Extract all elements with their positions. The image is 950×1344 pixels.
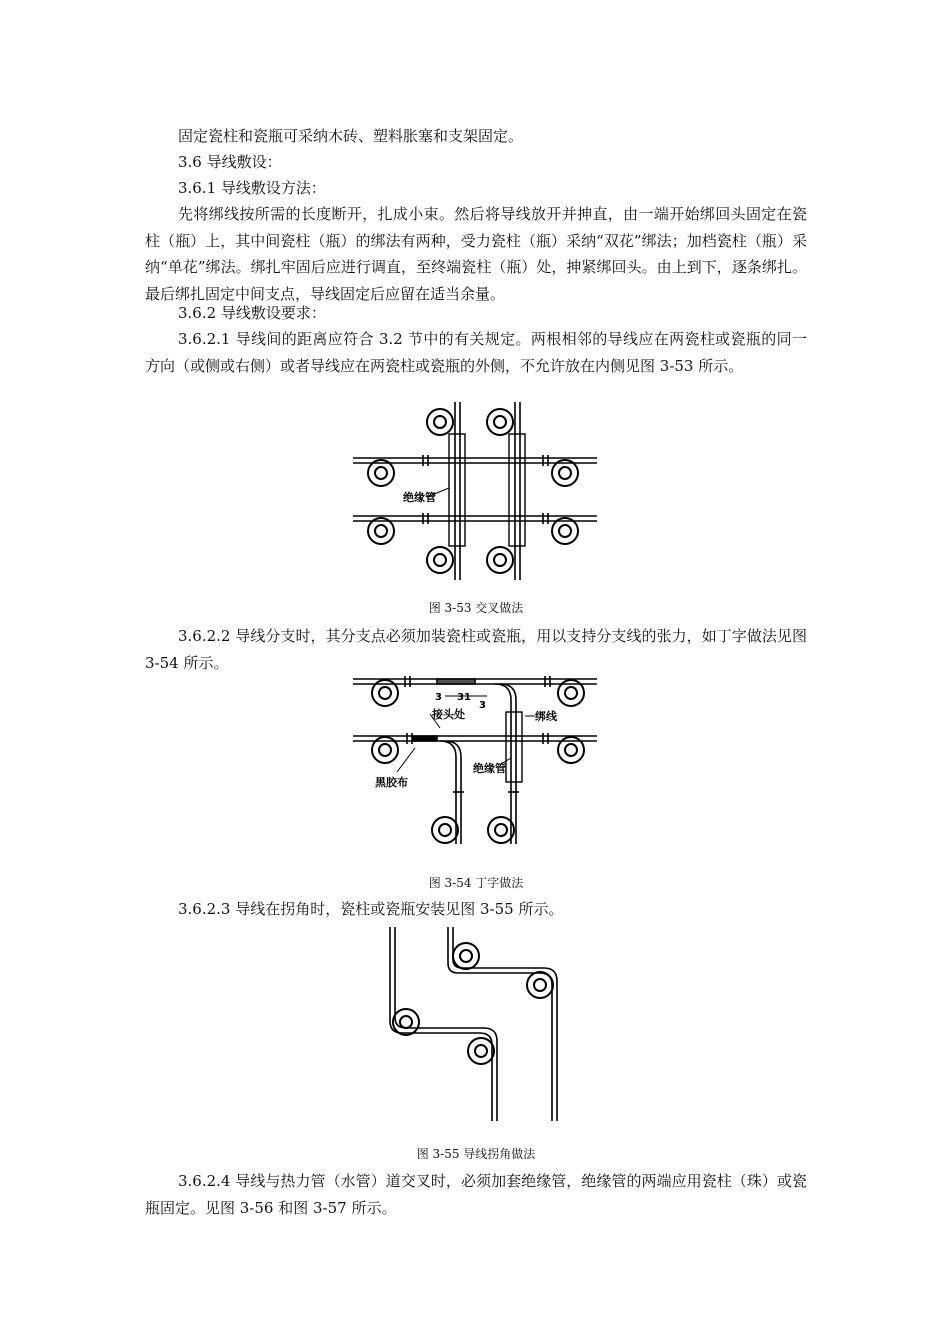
paragraph-3-6-2-3: 3.6.2.3 导线在拐角时，瓷柱或瓷瓶安装见图 3-55 所示。: [178, 900, 564, 918]
label-insulating-tube: 绝缘管: [473, 762, 506, 775]
dim-label-b: 31: [457, 692, 471, 703]
section-heading-3-6-1: 3.6.1 导线敷设方法：: [178, 179, 326, 197]
dim-label-a: 3: [435, 692, 442, 703]
paragraph-3-6-2-2: 3.6.2.2 导线分支时，其分支点必须加装瓷柱或瓷瓶，用以支持分支线的张力，如丁字做法见图 3-54 所示。: [145, 627, 807, 672]
paragraph-1: 固定瓷柱和瓷瓶可采纳木砖、塑料胀塞和支架固定。: [178, 127, 524, 145]
caption-3-54: 图 3-54 丁字做法: [428, 876, 524, 890]
paragraph-3-6-2-4: 3.6.2.4 导线与热力管（水管）道交叉时，必须加套绝缘管，绝缘管的两端应用瓷柱（珠）或瓷瓶固定。见图 3-56 和图 3-57 所示。: [145, 1172, 807, 1217]
dim-label-c: 3: [479, 700, 486, 711]
caption-3-55: 图 3-55 导线拐角做法: [416, 1147, 536, 1161]
label-insulating-tube: 绝缘管: [403, 491, 436, 504]
figure-3-55: [380, 925, 570, 1125]
figure-3-53: [345, 398, 605, 586]
section-heading-3-6-2: 3.6.2 导线敷设要求：: [178, 304, 326, 322]
paragraph-3-6-2-1: 3.6.2.1 导线间的距离应符合 3.2 节中的有关规定。两根相邻的导线应在两瓷柱或瓷瓶的同一方向（或侧或右侧）或者导线应在两瓷柱或瓷瓶的外侧，不允许放在内侧见图 3-53 所示。: [145, 330, 807, 375]
caption-3-53: 图 3-53 交叉做法: [428, 601, 524, 615]
label-black-tape: 黑胶布: [375, 776, 408, 789]
section-heading-3-6: 3.6 导线敷设：: [178, 153, 282, 171]
label-joint: 接头处: [432, 708, 465, 721]
label-binding-wire: 绑线: [535, 710, 557, 723]
paragraph-method: 先将绑线按所需的长度断开，扎成小束。然后将导线放开并抻直，由一端开始绑回头固定在瓷柱（瓶）上，其中间瓷柱（瓶）的绑法有两种，受力瓷柱（瓶）采纳“双花”绑法；加档瓷柱（瓶）采纳“单花”绑法。绑扎牢固后应进行调直，至终端瓷柱（瓶）处，抻紧绑回头。由上到下，逐条绑扎。最后绑扎固定中间支点，导线固定后应留在适当余量。: [145, 205, 807, 303]
figure-3-54: [345, 672, 605, 852]
